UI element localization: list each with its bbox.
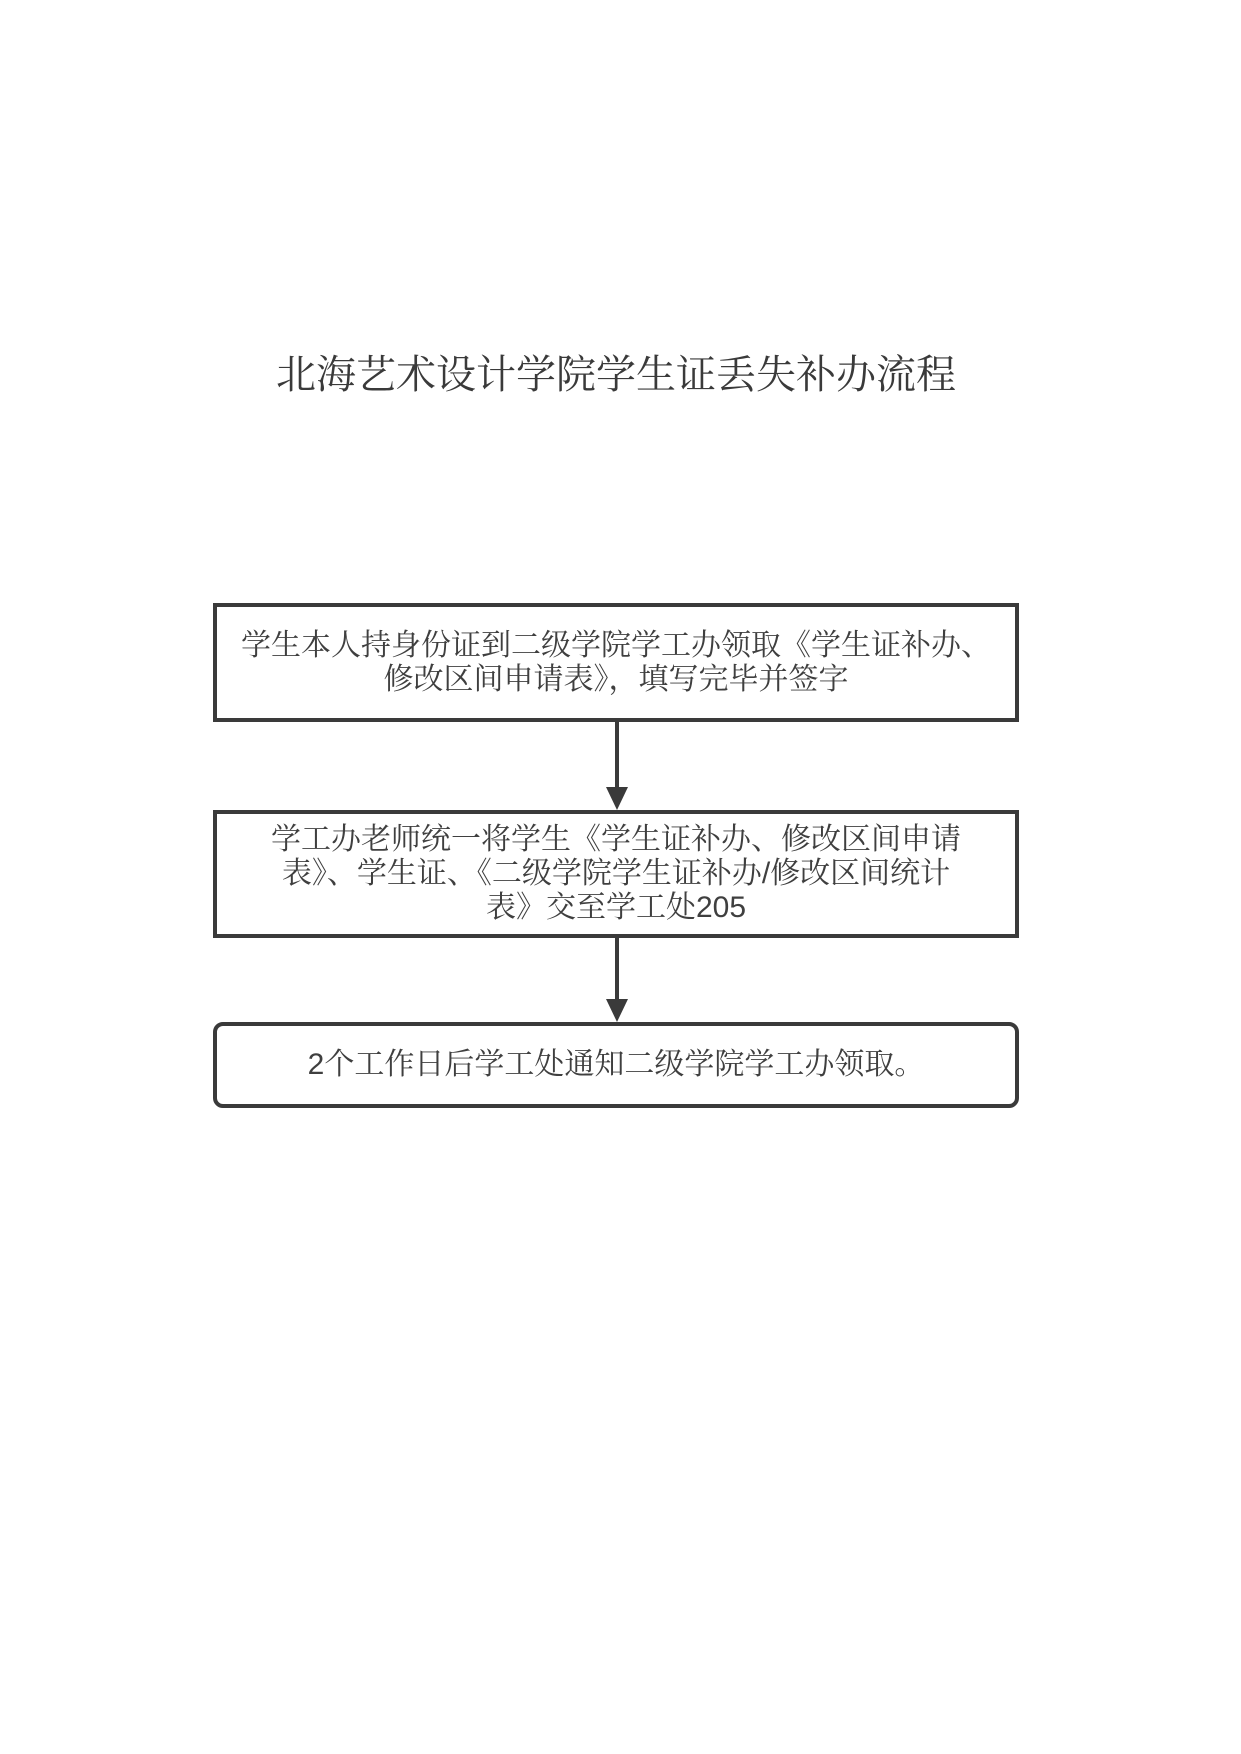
page-title: 北海艺术设计学院学生证丢失补办流程 — [276, 353, 956, 397]
flow-step-1-line-2: 修改区间申请表》，填写完毕并签字 — [383, 662, 849, 696]
flow-step-3 — [213, 1022, 1019, 1108]
flow-step-2-line-2: 表》、学生证、《二级学院学生证补办/修改区间统计 — [281, 857, 951, 890]
arrow-down-icon — [606, 999, 628, 1022]
arrow-stem — [615, 722, 619, 787]
flow-step-2 — [213, 810, 1019, 938]
flow-step-1-line-1: 学生本人持身份证到二级学院学工办领取《学生证补办、 — [241, 628, 991, 662]
flow-step-3-line-1: 2个工作日后学工处通知二级学院学工办领取。 — [307, 1048, 925, 1081]
flow-connector-1 — [605, 722, 629, 810]
arrow-stem — [615, 938, 619, 999]
flow-step-1 — [213, 603, 1019, 722]
arrow-down-icon — [606, 787, 628, 810]
flow-connector-2 — [605, 938, 629, 1022]
flow-step-2-line-1: 学工办老师统一将学生《学生证补办、修改区间申请 — [271, 823, 961, 856]
flow-step-2-line-3: 表》交至学工处205 — [485, 891, 747, 924]
